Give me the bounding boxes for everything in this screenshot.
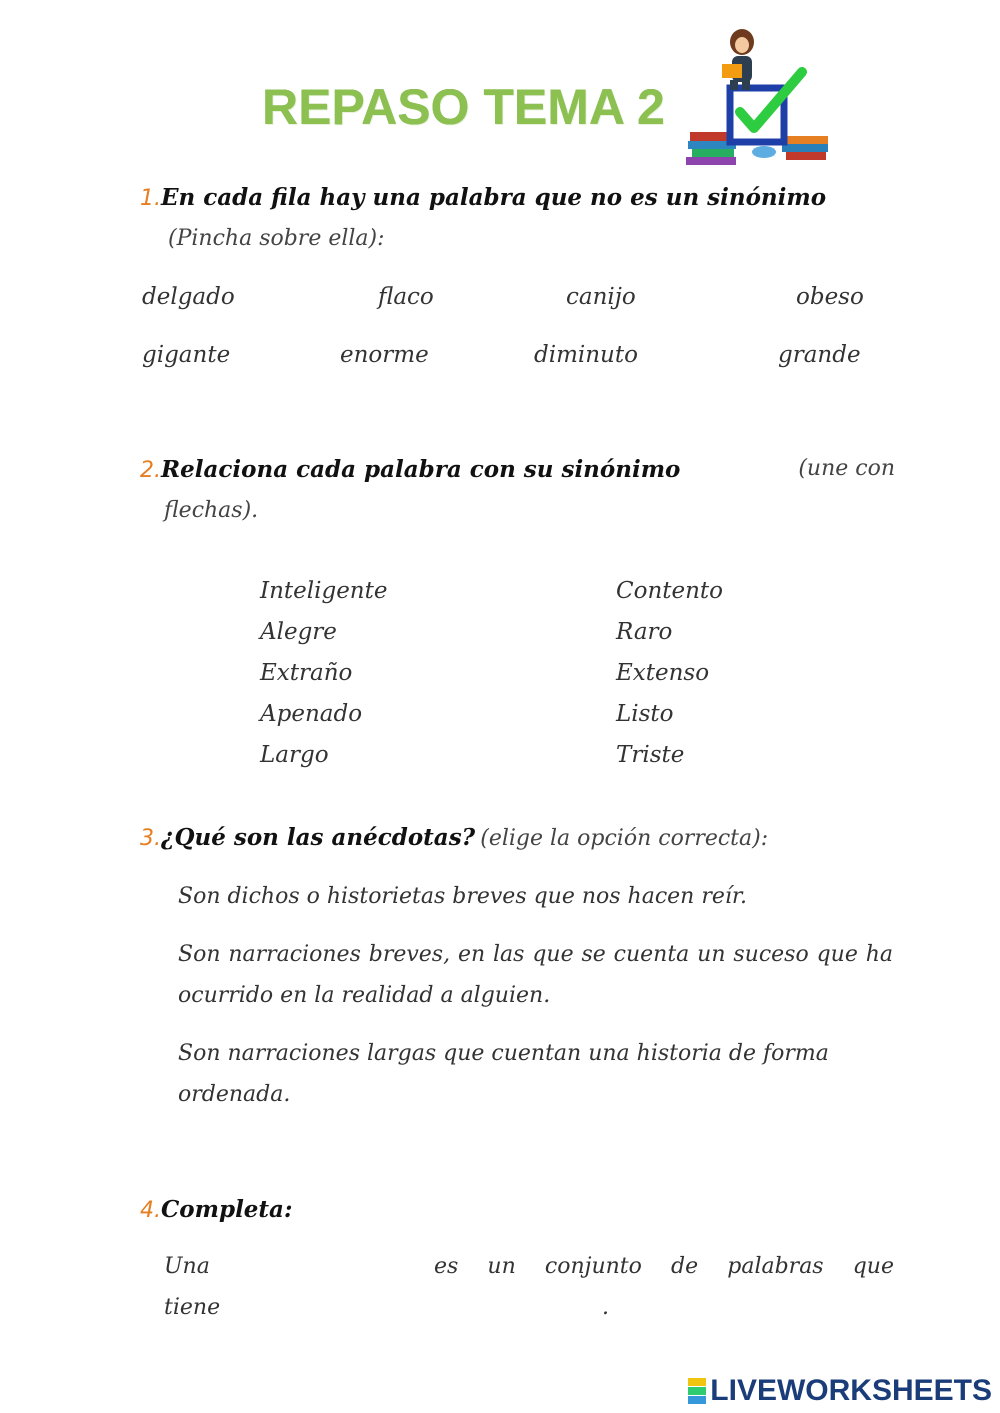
match-right-item[interactable]: Listo — [616, 701, 674, 727]
completion-text: tiene — [164, 1295, 221, 1320]
question-1-hint: (Pincha sobre ella): — [168, 226, 385, 251]
question-text: Relaciona cada palabra con su sinónimo — [161, 456, 681, 483]
question-2-hint: (une con — [798, 456, 895, 481]
match-right-item[interactable]: Raro — [616, 619, 673, 645]
question-3-heading — [140, 824, 768, 851]
match-left-item[interactable]: Inteligente — [260, 578, 388, 604]
question-2-heading — [140, 456, 895, 483]
question-text: ¿Qué son las anécdotas? — [161, 824, 476, 851]
question-1-heading — [140, 184, 826, 211]
word-option[interactable]: grande — [778, 342, 861, 368]
word-option[interactable]: obeso — [796, 284, 864, 310]
liveworksheets-logo — [688, 1374, 992, 1408]
reading-girl-checkmark-icon — [682, 28, 832, 168]
question-2-hint-continued: flechas). — [164, 498, 259, 523]
word-option[interactable]: delgado — [142, 284, 235, 310]
question-text: Completa: — [161, 1196, 293, 1223]
question-number: 3. — [140, 826, 161, 851]
match-right-item[interactable]: Contento — [616, 578, 724, 604]
blank-input-2[interactable] — [244, 1292, 598, 1328]
word-option[interactable]: diminuto — [534, 342, 638, 368]
match-right-item[interactable]: Triste — [616, 742, 685, 768]
blank-input-1[interactable] — [236, 1250, 430, 1286]
question-3-hint: (elige la opción correcta): — [480, 826, 769, 851]
word-option[interactable]: canijo — [566, 284, 636, 310]
answer-option[interactable]: Son narraciones breves, en las que se cuenta un suceso que ha ocurrido en la realidad a alguien. — [178, 942, 893, 1008]
match-left-item[interactable]: Largo — [260, 742, 329, 768]
word-option[interactable]: flaco — [378, 284, 434, 310]
completion-text: Una — [164, 1254, 210, 1279]
completion-text: es un conjunto de palabras que — [434, 1254, 894, 1279]
question-number: 2. — [140, 458, 161, 483]
match-right-item[interactable]: Extenso — [616, 660, 710, 686]
word-option[interactable]: gigante — [142, 342, 231, 368]
brand-name: LIVEWORKSHEETS — [710, 1374, 992, 1407]
answer-option[interactable]: Son dichos o historietas breves que nos hacen reír. — [178, 884, 748, 909]
liveworksheets-icon — [688, 1378, 706, 1404]
match-left-item[interactable]: Extraño — [260, 660, 353, 686]
match-left-item[interactable]: Alegre — [260, 619, 337, 645]
question-number: 4. — [140, 1198, 161, 1223]
answer-option[interactable]: Son narraciones largas que cuentan una historia de forma ordenada. — [178, 1041, 829, 1107]
page-title: REPASO TEMA 2 — [262, 79, 665, 135]
question-number: 1. — [140, 186, 161, 211]
match-left-item[interactable]: Apenado — [260, 701, 363, 727]
completion-end-period: . — [602, 1295, 609, 1320]
question-4-heading — [140, 1196, 292, 1223]
word-option[interactable]: enorme — [340, 342, 429, 368]
question-text: En cada fila hay una palabra que no es un sinónimo — [161, 184, 827, 211]
